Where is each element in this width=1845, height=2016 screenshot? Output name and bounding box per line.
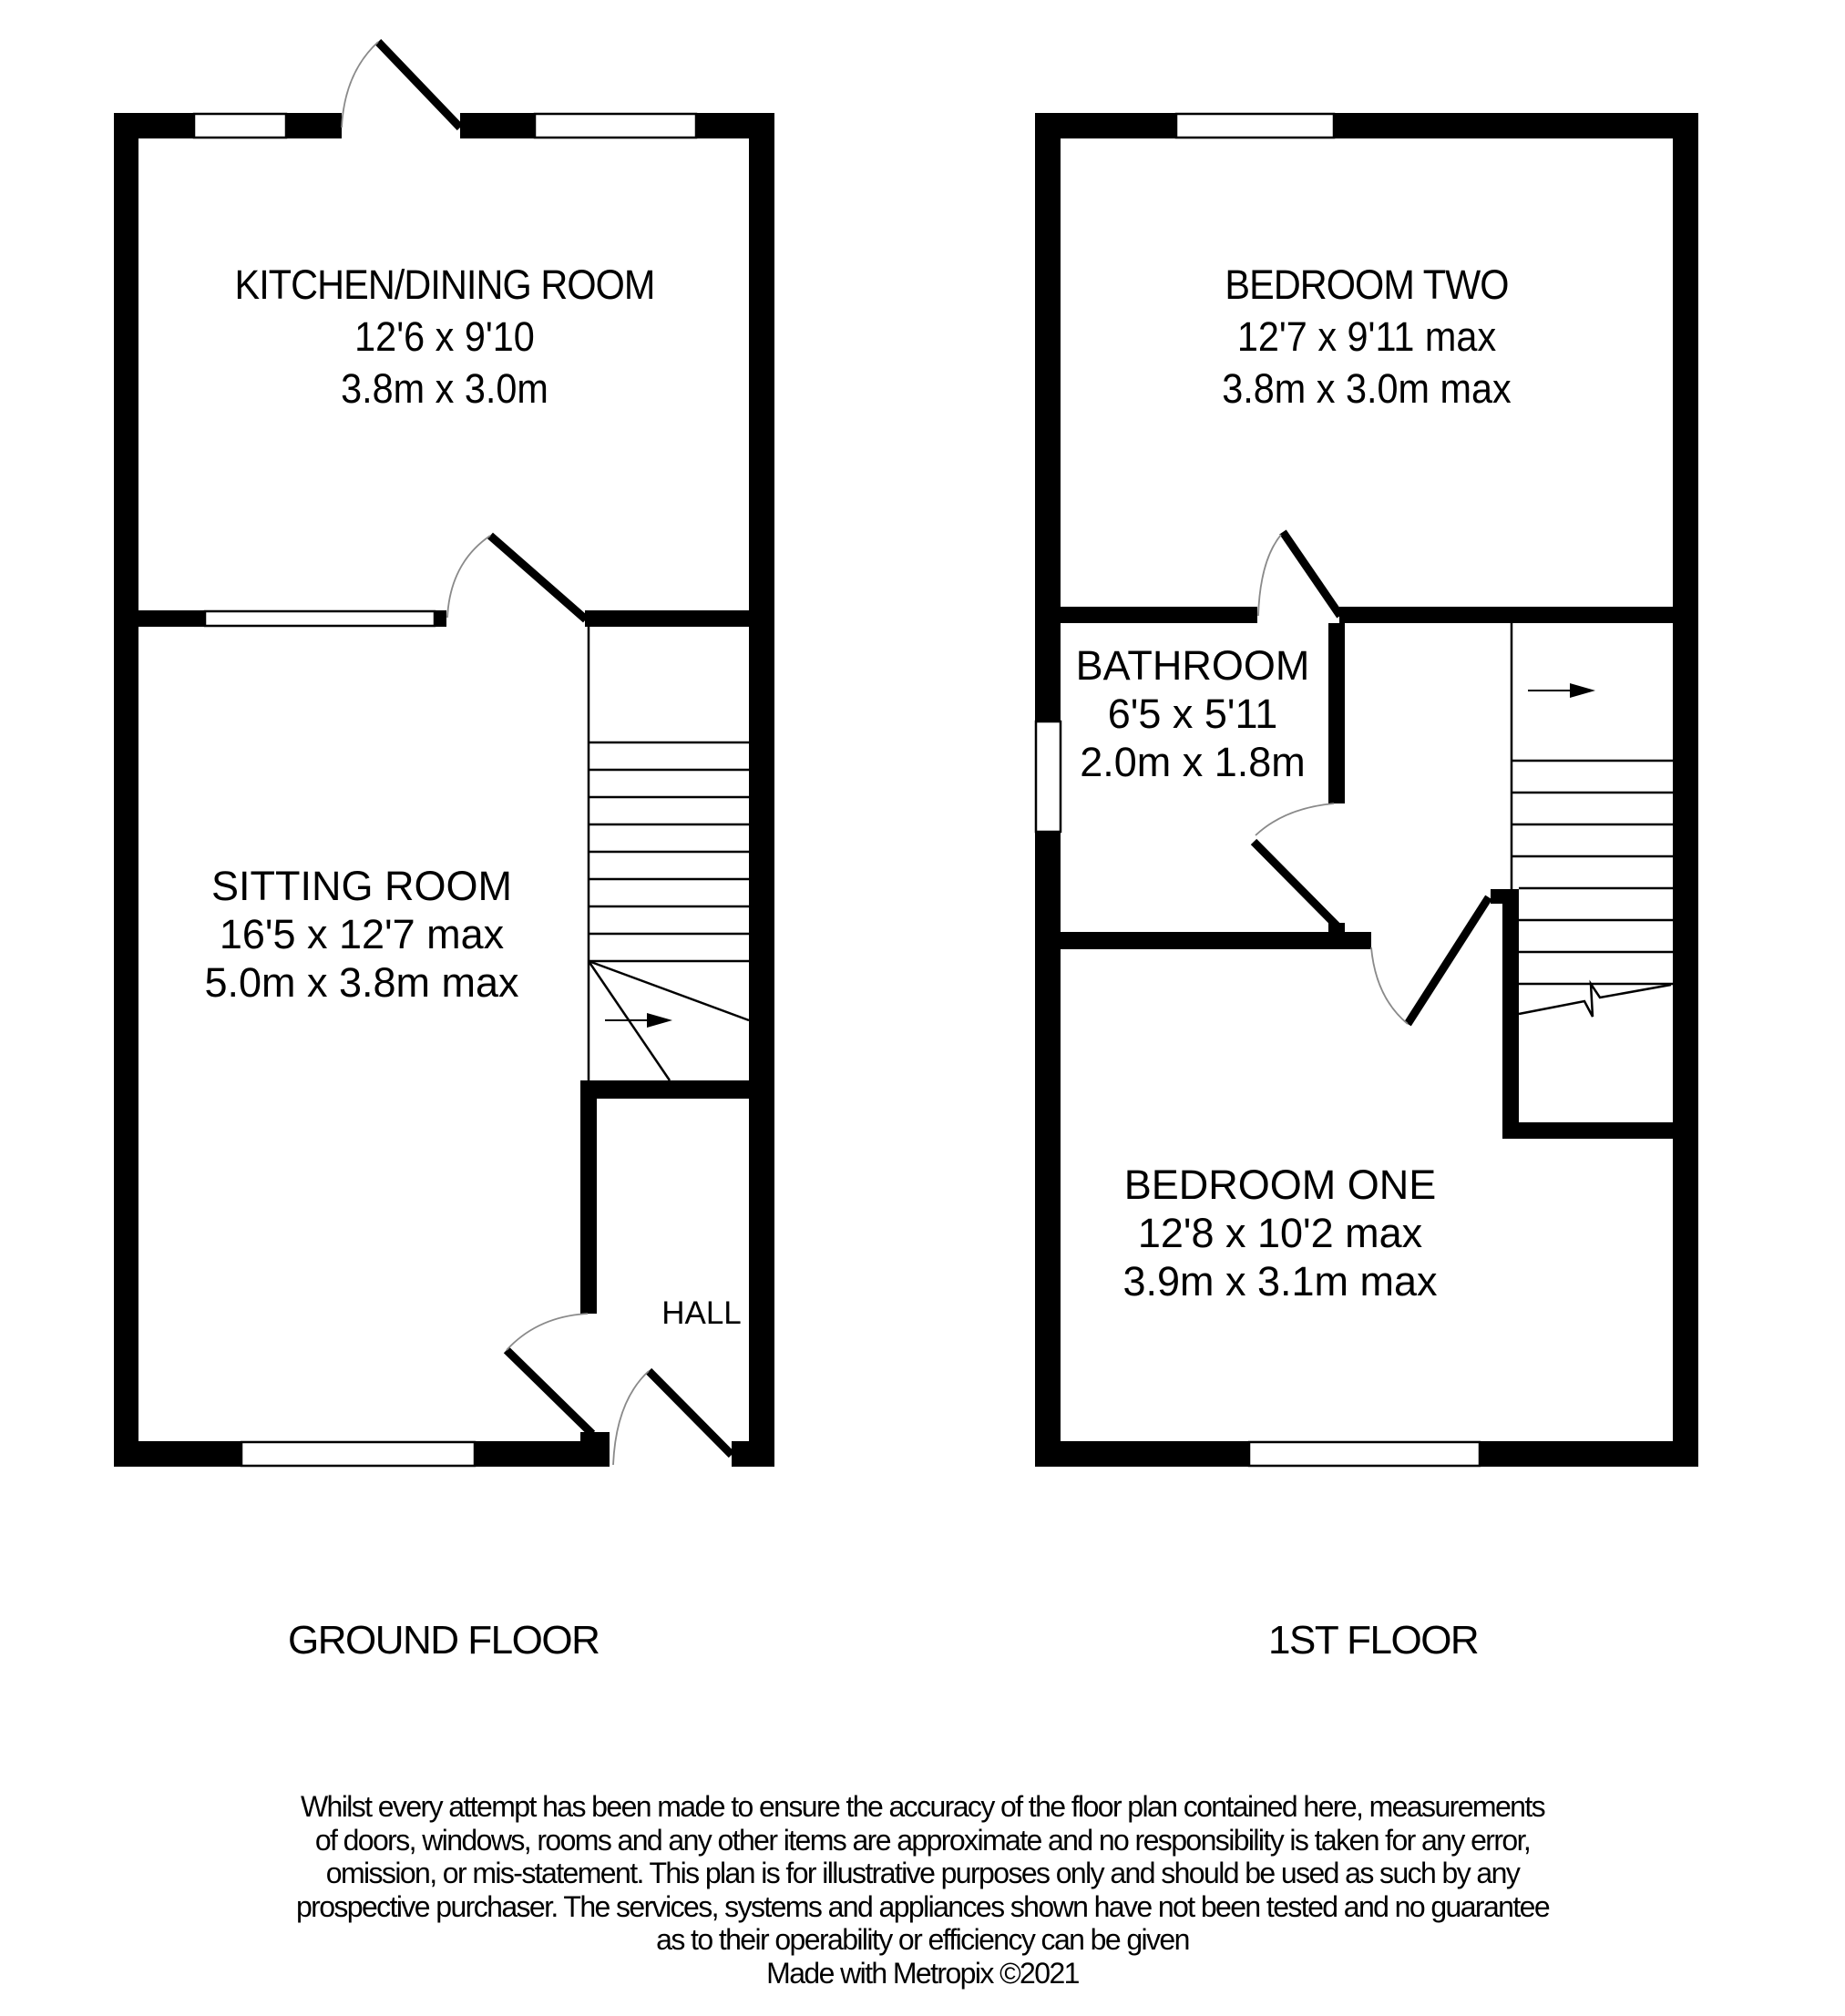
room-dimensions-imperial: 12'6 x 9'10 — [354, 313, 535, 360]
room-dimensions-metric: 2.0m x 1.8m — [1080, 739, 1306, 785]
wall — [1061, 932, 1371, 949]
window — [1036, 721, 1061, 832]
wall — [1328, 623, 1345, 803]
disclaimer-line: prospective purchaser. The services, systems and appliances shown have not been tested and no guarantee — [295, 1889, 1550, 1923]
window — [1176, 114, 1334, 138]
disclaimer — [0, 1790, 1845, 1990]
window — [205, 611, 435, 626]
stair-direction-arrow-icon — [1528, 683, 1595, 698]
stair-break-line — [1519, 984, 1671, 1017]
wall — [580, 1080, 774, 1099]
room-label-bedroom-two — [1093, 261, 1640, 412]
door-leaf — [378, 42, 460, 128]
staircase — [589, 627, 749, 1080]
door-leaf — [1283, 532, 1340, 616]
door-leaf — [507, 1350, 592, 1434]
stair-direction-arrow-icon — [605, 1013, 672, 1028]
room-dimensions-metric: 3.9m x 3.1m max — [1122, 1258, 1438, 1305]
room-dimensions-imperial: 12'8 x 10'2 max — [1137, 1210, 1423, 1256]
door-leaf — [1254, 842, 1337, 926]
copyright-line: Made with Metropix ©2021 — [766, 1956, 1079, 1990]
wall — [580, 1432, 610, 1467]
disclaimer-line: Whilst every attempt has been made to ensure the accuracy of the floor plan contained here, measurements — [300, 1790, 1545, 1823]
ground-floor-plan — [114, 42, 774, 1467]
wall — [585, 610, 749, 627]
room-label-hall — [651, 1297, 752, 1329]
door-swing-arc — [1258, 535, 1281, 616]
room-dimensions-imperial: 6'5 x 5'11 — [1107, 691, 1278, 737]
floor-label-first: 1ST FLOOR — [1268, 1618, 1479, 1663]
door-leaf — [649, 1371, 732, 1455]
room-name: KITCHEN/DINING ROOM — [234, 261, 655, 308]
wall — [1673, 113, 1698, 1467]
wall — [1502, 1122, 1698, 1139]
door-swing-arc — [507, 1314, 588, 1350]
disclaimer-line: omission, or mis-statement. This plan is for illustrative purposes only and should be used as such by any — [325, 1857, 1520, 1889]
wall — [1502, 889, 1519, 1139]
room-dimensions-metric: 5.0m x 3.8m max — [204, 959, 519, 1006]
room-name: HALL — [661, 1295, 742, 1331]
door-swing-arc — [1371, 947, 1408, 1024]
door-leaf — [490, 536, 586, 619]
room-dimensions-metric: 3.8m x 3.0m — [341, 365, 548, 412]
room-name: BATHROOM — [1075, 642, 1310, 689]
door-leaf — [1408, 897, 1489, 1024]
door-swing-arc — [447, 536, 490, 618]
disclaimer-line: of doors, windows, rooms and any other items are approximate and no responsibility is taken for any error, — [314, 1823, 1531, 1857]
door-swing-arc — [613, 1371, 649, 1465]
room-dimensions-imperial: 12'7 x 9'11 max — [1236, 313, 1497, 360]
room-name: BEDROOM ONE — [1123, 1162, 1437, 1208]
window — [535, 114, 696, 138]
room-label-kitchen-dining — [171, 261, 718, 412]
wall — [749, 113, 774, 1467]
room-label-bedroom-one — [1093, 1162, 1467, 1305]
room-name: SITTING ROOM — [211, 863, 512, 909]
door-swing-arc — [1256, 803, 1334, 835]
room-label-bathroom — [1061, 642, 1325, 785]
door-swing-arc — [342, 42, 378, 128]
room-name: BEDROOM TWO — [1225, 261, 1509, 308]
wall — [732, 1441, 774, 1467]
disclaimer-line: as to their operability or efficiency can be given — [656, 1923, 1189, 1956]
wall — [1339, 607, 1673, 623]
floor-label-ground: GROUND FLOOR — [288, 1618, 600, 1663]
wall — [1061, 607, 1257, 623]
staircase — [1512, 623, 1673, 1017]
room-dimensions-imperial: 16'5 x 12'7 max — [219, 911, 505, 957]
room-label-sitting-room — [179, 863, 544, 1006]
room-dimensions-metric: 3.8m x 3.0m max — [1222, 365, 1512, 412]
window — [241, 1442, 475, 1466]
wall — [580, 1080, 597, 1314]
window — [194, 114, 286, 138]
wall — [1035, 113, 1698, 138]
wall — [114, 113, 138, 1467]
window — [1249, 1442, 1480, 1466]
